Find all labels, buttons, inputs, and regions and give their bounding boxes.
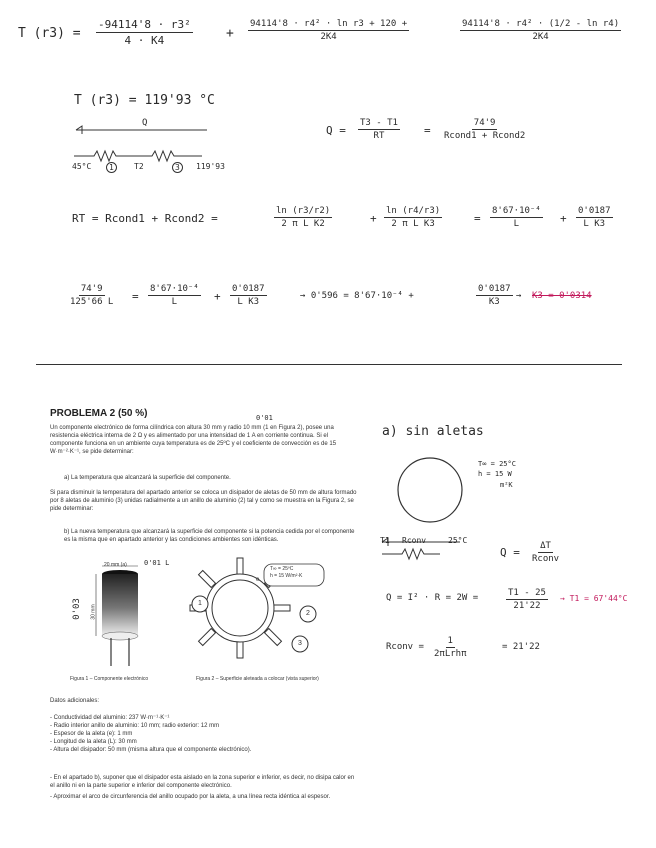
cylinder-section-figure	[396, 456, 476, 526]
final-arrow-text: → 0'596 = 8'67·10⁻⁴ +	[300, 291, 414, 301]
fig2-e-label: e	[256, 577, 260, 583]
problem-item-a: a) La temperatura que alcanzará la superficie del componente.	[64, 475, 231, 481]
right-q-lhs: Q =	[500, 546, 520, 559]
circuit-left-temp: 45°C	[72, 162, 92, 171]
right-q-frac: ΔT Rconv	[532, 541, 560, 564]
section-a-heading: a) sin aletas	[382, 424, 484, 439]
eq1-plus: +	[226, 26, 234, 41]
final-frac2: $\frac{\text{8'67·10⁻⁴}}{L}$	[150, 284, 199, 307]
q-eq-frac1: $\frac{T3 - T1}{RT}$	[360, 118, 398, 141]
extra-title: Datos adicionales:	[50, 698, 100, 704]
problem-item-b: b) La nueva temperatura que alcanzará la superficie del componente si la potencia cedida por el componente es la misma que en apartado anterior y las condiciones ambientes son idénticas.	[64, 529, 355, 543]
problem-title: PROBLEMA 2 (50 %)	[50, 408, 148, 419]
problem-small-note: 0'01	[256, 414, 273, 422]
extra-list	[50, 714, 350, 754]
rt-eq-frac1: $\frac{\ln (r3/r2)}{\text{2 π L K2}}$	[276, 206, 331, 229]
resistor-icon	[382, 549, 440, 559]
right-t-inf: T∞ = 25°C	[478, 460, 516, 468]
eq1-term2: $\frac{\text{94114'8 · r4² · ln r3 + 120 +}}{2K4}$	[250, 19, 408, 42]
fin-7	[199, 629, 216, 646]
fig1-side-note: 0'03	[71, 598, 82, 620]
extra-item: - Altura del disipador: 50 mm (misma altura que el componente electrónico).	[50, 747, 252, 753]
final-frac4: $\frac{0'0187}{K3}$	[478, 284, 511, 307]
resistor-icon	[74, 151, 202, 161]
q-eq-equals: =	[424, 124, 431, 137]
rt-eq-plus: +	[370, 212, 377, 225]
extra-item: - Conductividad del aluminio: 237 W·m⁻¹·K⁻¹	[50, 715, 170, 721]
fig2-caption: Figura 2 – Superficie aleteada a colocar (vista superior)	[196, 676, 319, 682]
fig2-n1: 1	[198, 600, 202, 607]
extra-item: - Radio interior anillo de aluminio: 10 mm; radio exterior: 12 mm	[50, 723, 220, 729]
section-divider	[36, 364, 622, 365]
final-answer: K3 = 0'0314	[532, 291, 592, 301]
rt-eq-frac3: $\frac{\text{8'67·10⁻⁴}}{L}$	[492, 206, 541, 229]
right-q2-lhs: Q = I² · R = 2W =	[386, 593, 479, 603]
fin-1	[237, 558, 243, 576]
final-frac1: $\frac{74'9}{125'66 L}$	[70, 284, 114, 307]
problem-para1: Un componente electrónico de forma cilíndrica con altura 30 mm y radio 10 mm (1 en Figura 2), posee una resistencia eléctrica interna de 2 Ω y es alimentado por una intensidad de 1 A en corriente continua. Si el componente funciona en un ambiente cuya temperatura es de 25ºC y el coeficiente de convección es de 15 W·m⁻²·K⁻¹, se pide determinar:	[50, 425, 337, 455]
right-q2-answer: → T1 = 67'44°C	[560, 594, 628, 603]
right-circuit-left: T1	[380, 536, 390, 545]
problem-note2: - Aproximar el arco de circunferencia del anillo ocupado por la aleta, a una línea recta idéntica al espesor.	[50, 794, 331, 800]
right-rconv-lhs: Rconv =	[386, 642, 424, 652]
fig1-dim-label: 20 mm (a)	[104, 562, 127, 568]
circuit-q-label: Q	[142, 118, 148, 128]
fig2-n3: 3	[298, 640, 302, 647]
right-circuit-right: 25°C	[448, 536, 468, 545]
fin-5	[199, 571, 216, 588]
eq1-term3: $\frac{\text{94114'8 · r4² · (1/2 - ln r4)}}{2K4}$	[462, 19, 620, 42]
rt-eq-equals: =	[474, 212, 481, 225]
rt-eq-frac4: $\frac{0'0187}{\text{L K3}}$	[578, 206, 611, 229]
right-rconv-val: = 21'22	[502, 642, 540, 652]
q-eq-frac2: 74'9 Rcond1 + Rcond2	[444, 118, 526, 141]
t3-result: T (r3) = 119'93 °C	[74, 93, 215, 108]
q-eq-lhs: Q =	[326, 124, 346, 137]
circuit-node-3: 3	[172, 162, 183, 173]
right-rconv-frac: 1 2πLrhπ	[434, 636, 467, 659]
final-equals: =	[132, 290, 139, 303]
problem-para2: Si para disminuir la temperatura del apartado anterior se coloca un disipador de aletas de 50 mm de altura formado por 8 aletas de aluminio (3) unidas radialmente a un anillo de aluminio (2) tal y como se muestra en la Figura 2, se pide determinar:	[50, 490, 357, 512]
final-plus: +	[214, 290, 221, 303]
right-h-val: h = 15 W	[478, 470, 512, 478]
rt-eq-frac2: $\frac{\ln (r4/r3)}{\text{2 π L K3}}$	[386, 206, 441, 229]
final-arrow2: →	[516, 291, 522, 301]
fin-8	[265, 629, 282, 646]
final-frac3: $\frac{0'0187}{\text{L K3}}$	[232, 284, 265, 307]
eq1-term1: $\frac{\text{-94114'8 · r3²}}{4 \cdot K4}$	[98, 18, 191, 47]
eq1-lhs: T (r3) =	[18, 26, 81, 41]
fin-4	[272, 605, 290, 611]
right-q2-frac: $\frac{T1 - 25}{21'22}$	[508, 588, 546, 611]
fig1-caption: Figura 1 – Componente electrónico	[70, 676, 149, 682]
circuit-right-temp: 119'93	[196, 162, 225, 171]
right-h-unit: m²K	[500, 481, 513, 489]
fig2-t-inf: T∞ = 25ºC	[270, 566, 294, 572]
right-circuit-mid: Rconv	[402, 536, 427, 545]
problem-note1: - En el apartado b), suponer que el disipador esta aislado en la zona superior e inferior, es decir, no disipa calor en el anillo ni en la parte superior e inferior del componente electrónico.	[50, 775, 355, 789]
fig2-n2: 2	[306, 610, 310, 617]
fig1-height-label: 30 mm	[90, 604, 97, 620]
circuit-mid: T2	[134, 162, 144, 171]
extra-item: - Espesor de la aleta (e): 1 mm	[50, 731, 133, 737]
rt-eq-plus2: +	[560, 212, 567, 225]
aluminium-ring	[206, 574, 274, 642]
fig1-note: 0'01 L	[144, 559, 170, 567]
extra-item: - Longitud de la aleta (L): 30 mm	[50, 739, 137, 745]
fig2-h-val: h = 15 W/m²·K	[270, 573, 303, 579]
rt-eq-lhs: RT = Rcond1 + Rcond2 =	[72, 212, 218, 225]
fin-2	[237, 640, 243, 658]
circuit-node-1: 1	[106, 162, 117, 173]
